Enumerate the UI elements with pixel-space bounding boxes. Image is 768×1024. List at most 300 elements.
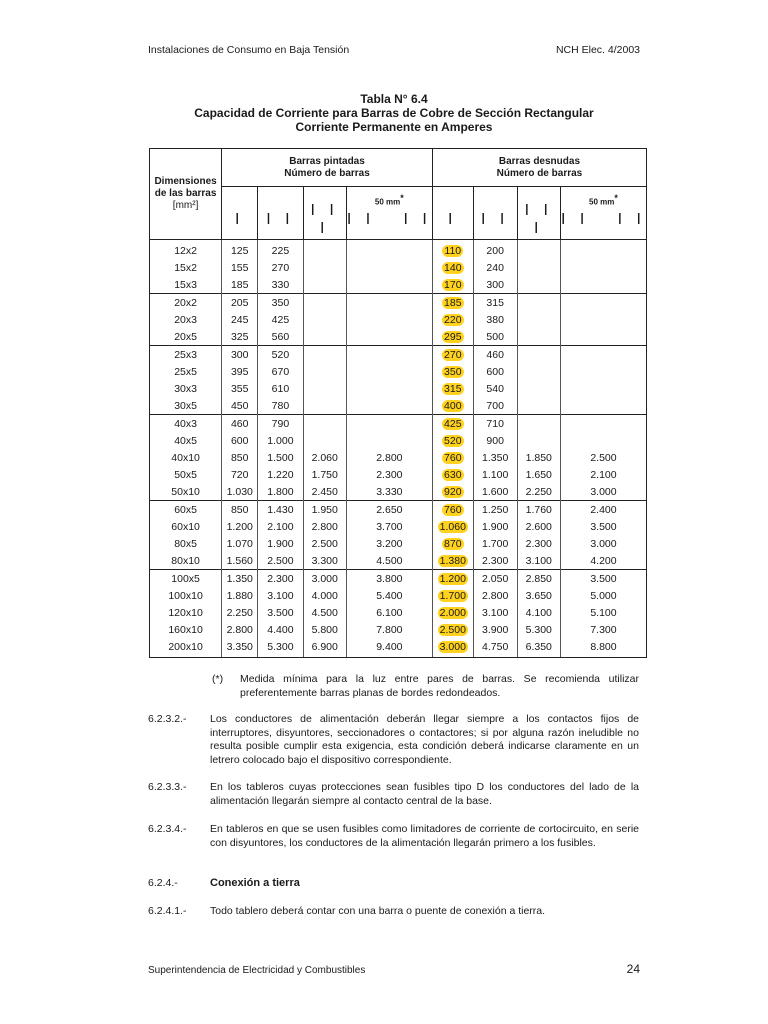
value-cell bbox=[346, 397, 432, 415]
value-cell: 540 bbox=[473, 380, 517, 397]
value-cell: 7.300 bbox=[560, 621, 646, 638]
value-cell bbox=[560, 276, 646, 294]
highlighted-value: 870 bbox=[444, 537, 462, 550]
value-cell bbox=[346, 259, 432, 276]
value-cell: 3.300 bbox=[303, 552, 346, 570]
value-cell: 2.050 bbox=[473, 570, 517, 588]
spacing-label: 50 mm* bbox=[589, 193, 618, 207]
value-cell bbox=[303, 259, 346, 276]
value-cell bbox=[432, 397, 473, 415]
table-row bbox=[150, 415, 647, 433]
section-number: 6.2.3.3.- bbox=[148, 781, 187, 793]
section-6-2-4-1 bbox=[148, 905, 639, 919]
value-cell: 2.250 bbox=[517, 483, 560, 501]
value-cell: 3.330 bbox=[346, 483, 432, 501]
value-cell: 3.100 bbox=[473, 604, 517, 621]
value-cell bbox=[346, 363, 432, 380]
value-cell: 380 bbox=[473, 311, 517, 328]
dimension-cell: 40x5 bbox=[150, 432, 222, 449]
highlighted-value: 2.500 bbox=[439, 623, 466, 636]
value-cell bbox=[517, 432, 560, 449]
value-cell: 1.900 bbox=[258, 535, 303, 552]
value-cell bbox=[432, 604, 473, 621]
value-cell: 2.100 bbox=[560, 466, 646, 483]
value-cell bbox=[517, 397, 560, 415]
bar-symbol: I bbox=[235, 211, 245, 228]
value-cell bbox=[303, 311, 346, 328]
value-cell bbox=[432, 535, 473, 552]
value-cell: 2.800 bbox=[303, 518, 346, 535]
spacing-label: 50 mm* bbox=[374, 193, 404, 207]
value-cell: 1.760 bbox=[517, 501, 560, 519]
value-cell: 2.650 bbox=[346, 501, 432, 519]
dimension-cell: 40x3 bbox=[150, 415, 222, 433]
value-cell bbox=[346, 294, 432, 312]
bar-symbol: I I I I bbox=[560, 210, 646, 228]
value-cell bbox=[432, 621, 473, 638]
section-text: Todo tablero deberá contar con una barra o puente de conexión a tierra. bbox=[210, 905, 546, 917]
value-cell: 560 bbox=[258, 328, 303, 346]
value-cell bbox=[346, 311, 432, 328]
value-cell: 1.350 bbox=[473, 449, 517, 466]
value-cell bbox=[303, 415, 346, 433]
painted-one-bar-header bbox=[222, 187, 258, 240]
highlighted-value: 270 bbox=[444, 348, 462, 361]
value-cell: 6.350 bbox=[517, 638, 560, 658]
value-cell: 1.220 bbox=[258, 466, 303, 483]
bare-bars-header-line1: Barras desnudas bbox=[498, 155, 581, 167]
value-cell bbox=[303, 380, 346, 397]
value-cell bbox=[560, 328, 646, 346]
value-cell: 720 bbox=[222, 466, 258, 483]
value-cell: 315 bbox=[473, 294, 517, 312]
value-cell: 1.800 bbox=[258, 483, 303, 501]
dimension-cell: 40x10 bbox=[150, 449, 222, 466]
value-cell: 2.100 bbox=[258, 518, 303, 535]
value-cell: 4.200 bbox=[560, 552, 646, 570]
dimension-cell: 20x5 bbox=[150, 328, 222, 346]
value-cell: 1.880 bbox=[222, 587, 258, 604]
value-cell: 2.250 bbox=[222, 604, 258, 621]
value-cell: 300 bbox=[222, 346, 258, 364]
value-cell: 200 bbox=[473, 240, 517, 260]
value-cell: 600 bbox=[473, 363, 517, 380]
highlighted-value: 760 bbox=[444, 503, 462, 516]
value-cell: 1.650 bbox=[517, 466, 560, 483]
value-cell bbox=[432, 328, 473, 346]
footnote-text: Medida mínima para la luz entre pares de barras. Se recomienda utilizar preferentemente barras planas de bordes redondeados. bbox=[240, 673, 639, 699]
value-cell: 1.500 bbox=[258, 449, 303, 466]
highlighted-value: 3.000 bbox=[439, 640, 466, 653]
value-cell bbox=[346, 432, 432, 449]
value-cell: 5.300 bbox=[258, 638, 303, 658]
section-number: 6.2.3.2.- bbox=[148, 713, 187, 725]
dimension-cell: 80x10 bbox=[150, 552, 222, 570]
table-row bbox=[150, 397, 647, 415]
value-cell: 2.300 bbox=[258, 570, 303, 588]
value-cell: 3.000 bbox=[560, 535, 646, 552]
value-cell: 5.300 bbox=[517, 621, 560, 638]
table-row bbox=[150, 432, 647, 449]
value-cell bbox=[303, 346, 346, 364]
dimensions-header-line2: de las barras bbox=[154, 188, 217, 199]
value-cell: 225 bbox=[258, 240, 303, 260]
value-cell: 205 bbox=[222, 294, 258, 312]
dimension-cell: 60x5 bbox=[150, 501, 222, 519]
table-row bbox=[150, 587, 647, 604]
value-cell: 1.100 bbox=[473, 466, 517, 483]
bare-one-bar-header bbox=[432, 187, 473, 240]
value-cell: 2.060 bbox=[303, 449, 346, 466]
table-row bbox=[150, 311, 647, 328]
highlighted-value: 110 bbox=[444, 244, 462, 257]
value-cell bbox=[517, 363, 560, 380]
highlighted-value: 400 bbox=[444, 399, 462, 412]
running-header-title: Instalaciones de Consumo en Baja Tensión bbox=[148, 44, 350, 56]
value-cell: 8.800 bbox=[560, 638, 646, 658]
table-number: Tabla N° 6.4 bbox=[360, 92, 428, 106]
current-capacity-table bbox=[149, 148, 647, 658]
dimension-cell: 160x10 bbox=[150, 621, 222, 638]
value-cell: 520 bbox=[258, 346, 303, 364]
table-row bbox=[150, 259, 647, 276]
value-cell bbox=[346, 346, 432, 364]
value-cell: 1.250 bbox=[473, 501, 517, 519]
value-cell bbox=[432, 294, 473, 312]
value-cell: 9.400 bbox=[346, 638, 432, 658]
dimension-cell: 120x10 bbox=[150, 604, 222, 621]
section-6-2-3-4 bbox=[148, 823, 639, 850]
value-cell: 450 bbox=[222, 397, 258, 415]
highlighted-value: 1.700 bbox=[439, 589, 466, 602]
value-cell: 3.650 bbox=[517, 587, 560, 604]
highlighted-value: 920 bbox=[444, 485, 462, 498]
bar-symbol: I I I bbox=[310, 202, 339, 237]
value-cell: 460 bbox=[222, 415, 258, 433]
value-cell: 1.900 bbox=[473, 518, 517, 535]
value-cell bbox=[560, 311, 646, 328]
section-6-2-3-3 bbox=[148, 781, 639, 808]
highlighted-value: 295 bbox=[444, 330, 462, 343]
value-cell: 1.350 bbox=[222, 570, 258, 588]
value-cell bbox=[517, 259, 560, 276]
highlighted-value: 220 bbox=[444, 313, 462, 326]
dimension-cell: 30x5 bbox=[150, 397, 222, 415]
value-cell: 4.100 bbox=[517, 604, 560, 621]
value-cell: 2.850 bbox=[517, 570, 560, 588]
value-cell bbox=[432, 501, 473, 519]
section-number: 6.2.3.4.- bbox=[148, 823, 187, 835]
value-cell bbox=[432, 346, 473, 364]
section-6-2-3-2 bbox=[148, 713, 639, 767]
value-cell: 425 bbox=[258, 311, 303, 328]
value-cell: 245 bbox=[222, 311, 258, 328]
dimension-cell: 60x10 bbox=[150, 518, 222, 535]
table-row bbox=[150, 483, 647, 501]
value-cell bbox=[432, 363, 473, 380]
value-cell: 3.500 bbox=[258, 604, 303, 621]
value-cell bbox=[517, 311, 560, 328]
value-cell bbox=[560, 380, 646, 397]
value-cell bbox=[432, 449, 473, 466]
value-cell bbox=[432, 466, 473, 483]
table-row bbox=[150, 466, 647, 483]
dimension-cell: 30x3 bbox=[150, 380, 222, 397]
table-row bbox=[150, 449, 647, 466]
value-cell: 6.100 bbox=[346, 604, 432, 621]
value-cell bbox=[432, 311, 473, 328]
value-cell: 125 bbox=[222, 240, 258, 260]
dimension-cell: 25x5 bbox=[150, 363, 222, 380]
value-cell bbox=[560, 397, 646, 415]
value-cell bbox=[432, 518, 473, 535]
value-cell: 2.300 bbox=[346, 466, 432, 483]
value-cell: 2.600 bbox=[517, 518, 560, 535]
section-number: 6.2.4.1.- bbox=[148, 905, 187, 917]
dimensions-header-unit: [mm²] bbox=[172, 200, 199, 211]
bar-symbol: I I bbox=[266, 211, 295, 228]
value-cell bbox=[560, 259, 646, 276]
value-cell: 5.400 bbox=[346, 587, 432, 604]
value-cell: 7.800 bbox=[346, 621, 432, 638]
highlighted-value: 425 bbox=[444, 417, 462, 430]
value-cell bbox=[346, 240, 432, 260]
value-cell bbox=[303, 363, 346, 380]
highlighted-value: 185 bbox=[444, 296, 462, 309]
value-cell: 700 bbox=[473, 397, 517, 415]
value-cell: 3.350 bbox=[222, 638, 258, 658]
value-cell: 850 bbox=[222, 501, 258, 519]
table-row bbox=[150, 346, 647, 364]
table-row bbox=[150, 535, 647, 552]
footnote-mark: (*) bbox=[212, 673, 224, 685]
value-cell: 3.800 bbox=[346, 570, 432, 588]
value-cell: 4.400 bbox=[258, 621, 303, 638]
value-cell bbox=[560, 432, 646, 449]
value-cell: 185 bbox=[222, 276, 258, 294]
value-cell: 395 bbox=[222, 363, 258, 380]
dimension-cell: 12x2 bbox=[150, 240, 222, 260]
dimension-cell: 100x5 bbox=[150, 570, 222, 588]
value-cell: 780 bbox=[258, 397, 303, 415]
table-row bbox=[150, 240, 647, 260]
value-cell bbox=[346, 380, 432, 397]
table-row bbox=[150, 363, 647, 380]
painted-two-bars-header bbox=[258, 187, 303, 240]
value-cell: 2.300 bbox=[517, 535, 560, 552]
value-cell: 850 bbox=[222, 449, 258, 466]
value-cell bbox=[517, 276, 560, 294]
highlighted-value: 1.060 bbox=[439, 520, 466, 533]
value-cell: 1.950 bbox=[303, 501, 346, 519]
value-cell: 790 bbox=[258, 415, 303, 433]
value-cell bbox=[432, 552, 473, 570]
value-cell bbox=[303, 276, 346, 294]
dimension-cell: 25x3 bbox=[150, 346, 222, 364]
value-cell: 900 bbox=[473, 432, 517, 449]
value-cell: 670 bbox=[258, 363, 303, 380]
highlighted-value: 1.380 bbox=[439, 554, 466, 567]
highlighted-value: 140 bbox=[444, 261, 462, 274]
value-cell: 350 bbox=[258, 294, 303, 312]
value-cell: 1.030 bbox=[222, 483, 258, 501]
value-cell bbox=[432, 380, 473, 397]
value-cell: 4.750 bbox=[473, 638, 517, 658]
value-cell: 300 bbox=[473, 276, 517, 294]
section-text: Los conductores de alimentación deberán llegar siempre a los contactos fijos de interruptores, disyuntores, seccionadores o contactores; si por alguna razón ineludible no resulta posible cumplir esta exigencia, esta condición deberá indicarse claramente en un letrero colocado bajo el dispositivo correspondiente. bbox=[210, 713, 639, 766]
painted-double-pair-header bbox=[346, 187, 432, 240]
value-cell: 1.200 bbox=[222, 518, 258, 535]
value-cell: 330 bbox=[258, 276, 303, 294]
table-row bbox=[150, 604, 647, 621]
highlighted-value: 520 bbox=[444, 434, 462, 447]
value-cell: 5.000 bbox=[560, 587, 646, 604]
value-cell: 3.500 bbox=[560, 570, 646, 588]
table-footnote bbox=[214, 673, 639, 700]
value-cell: 3.500 bbox=[560, 518, 646, 535]
value-cell: 2.500 bbox=[258, 552, 303, 570]
painted-bars-header bbox=[222, 149, 433, 187]
painted-bars-header-line1: Barras pintadas bbox=[289, 155, 365, 167]
dimension-cell: 50x5 bbox=[150, 466, 222, 483]
table-row bbox=[150, 294, 647, 312]
value-cell: 4.000 bbox=[303, 587, 346, 604]
value-cell bbox=[432, 415, 473, 433]
value-cell: 610 bbox=[258, 380, 303, 397]
bar-symbol: I I I bbox=[524, 202, 553, 237]
value-cell: 1.750 bbox=[303, 466, 346, 483]
value-cell: 3.700 bbox=[346, 518, 432, 535]
table-row bbox=[150, 501, 647, 519]
value-cell bbox=[560, 240, 646, 260]
value-cell bbox=[432, 259, 473, 276]
value-cell bbox=[432, 638, 473, 658]
value-cell: 270 bbox=[258, 259, 303, 276]
value-cell: 2.800 bbox=[473, 587, 517, 604]
value-cell bbox=[560, 346, 646, 364]
table-row bbox=[150, 276, 647, 294]
value-cell: 3.000 bbox=[560, 483, 646, 501]
section-number: 6.2.4.- bbox=[148, 877, 178, 889]
value-cell: 1.000 bbox=[258, 432, 303, 449]
value-cell bbox=[517, 328, 560, 346]
value-cell: 2.500 bbox=[560, 449, 646, 466]
value-cell: 1.700 bbox=[473, 535, 517, 552]
value-cell bbox=[303, 432, 346, 449]
value-cell: 5.800 bbox=[303, 621, 346, 638]
dimension-cell: 200x10 bbox=[150, 638, 222, 658]
value-cell bbox=[560, 294, 646, 312]
highlighted-value: 315 bbox=[444, 382, 462, 395]
value-cell bbox=[432, 483, 473, 501]
value-cell: 710 bbox=[473, 415, 517, 433]
table-caption bbox=[148, 92, 640, 134]
highlighted-value: 2.000 bbox=[439, 606, 466, 619]
highlighted-value: 760 bbox=[444, 451, 462, 464]
value-cell: 155 bbox=[222, 259, 258, 276]
table-row bbox=[150, 328, 647, 346]
value-cell: 3.200 bbox=[346, 535, 432, 552]
section-text: En los tableros cuyas protecciones sean fusibles tipo D los conductores del lado de la alimentación llegarán siempre al contacto central de la base. bbox=[210, 781, 639, 807]
bare-bars-header-line2: Número de barras bbox=[496, 167, 583, 179]
value-cell bbox=[560, 363, 646, 380]
painted-bars-header-line2: Número de barras bbox=[284, 167, 370, 179]
value-cell bbox=[303, 397, 346, 415]
bare-three-bars-header bbox=[517, 187, 560, 240]
value-cell bbox=[432, 587, 473, 604]
painted-three-bars-header bbox=[303, 187, 346, 240]
value-cell: 4.500 bbox=[303, 604, 346, 621]
table-row bbox=[150, 518, 647, 535]
value-cell bbox=[346, 415, 432, 433]
highlighted-value: 630 bbox=[444, 468, 462, 481]
bare-double-pair-header bbox=[560, 187, 646, 240]
value-cell: 3.100 bbox=[517, 552, 560, 570]
value-cell: 1.600 bbox=[473, 483, 517, 501]
value-cell: 2.400 bbox=[560, 501, 646, 519]
dimensions-header bbox=[150, 149, 222, 240]
dimension-cell: 50x10 bbox=[150, 483, 222, 501]
value-cell: 1.560 bbox=[222, 552, 258, 570]
dimension-cell: 15x2 bbox=[150, 259, 222, 276]
highlighted-value: 350 bbox=[444, 365, 462, 378]
value-cell: 1.850 bbox=[517, 449, 560, 466]
footer-organization: Superintendencia de Electricidad y Combustibles bbox=[148, 965, 366, 976]
section-heading: Conexión a tierra bbox=[210, 877, 300, 889]
running-header-code: NCH Elec. 4/2003 bbox=[555, 44, 640, 56]
table-row bbox=[150, 380, 647, 397]
value-cell: 3.900 bbox=[473, 621, 517, 638]
bar-symbol: I I I I bbox=[346, 210, 432, 228]
table-row bbox=[150, 621, 647, 638]
dimension-cell: 80x5 bbox=[150, 535, 222, 552]
value-cell: 1.430 bbox=[258, 501, 303, 519]
value-cell: 325 bbox=[222, 328, 258, 346]
dimension-cell: 20x2 bbox=[150, 294, 222, 312]
value-cell bbox=[303, 240, 346, 260]
page-number: 24 bbox=[626, 962, 640, 976]
bar-symbol: I I bbox=[480, 211, 510, 228]
value-cell: 240 bbox=[473, 259, 517, 276]
dimension-cell: 100x10 bbox=[150, 587, 222, 604]
highlighted-value: 1.200 bbox=[439, 572, 466, 585]
value-cell bbox=[560, 415, 646, 433]
value-cell bbox=[517, 294, 560, 312]
table-body bbox=[150, 240, 647, 658]
value-cell bbox=[432, 240, 473, 260]
value-cell bbox=[303, 328, 346, 346]
value-cell: 1.070 bbox=[222, 535, 258, 552]
table-title: Capacidad de Corriente para Barras de Cobre de Sección Rectangular bbox=[194, 106, 594, 120]
bar-symbol: I bbox=[448, 211, 458, 228]
table-row bbox=[150, 570, 647, 588]
value-cell: 2.800 bbox=[346, 449, 432, 466]
value-cell bbox=[517, 346, 560, 364]
value-cell: 6.900 bbox=[303, 638, 346, 658]
table-row bbox=[150, 638, 647, 658]
value-cell bbox=[517, 380, 560, 397]
value-cell bbox=[432, 276, 473, 294]
dimension-cell: 15x3 bbox=[150, 276, 222, 294]
value-cell bbox=[517, 240, 560, 260]
dimension-cell: 20x3 bbox=[150, 311, 222, 328]
value-cell bbox=[432, 432, 473, 449]
value-cell: 4.500 bbox=[346, 552, 432, 570]
value-cell: 500 bbox=[473, 328, 517, 346]
table-subtitle: Corriente Permanente en Amperes bbox=[295, 120, 493, 134]
section-text: En tableros en que se usen fusibles como limitadores de corriente de cortocircuito, en serie con disyuntores, los conductores de la alimentación llegarán primero a los fusibles. bbox=[210, 823, 639, 849]
bare-bars-header bbox=[432, 149, 646, 187]
